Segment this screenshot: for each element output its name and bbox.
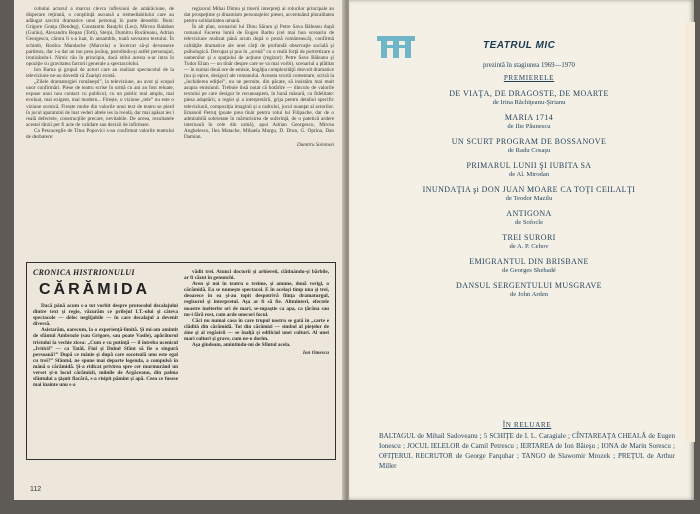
box-title: CĂRĂMIDA: [39, 281, 151, 298]
play-author: de Irina Răchiţeanu-Şirianu: [492, 99, 566, 106]
box-paragraph: Aşa gîndeam, amintindu-mi de Sfîntul acela.: [192, 342, 291, 349]
page-number: 112: [30, 486, 42, 493]
play-title: DE VIAŢA, DE DRAGOSTE, DE MOARTE: [449, 89, 609, 98]
box-paragraph: vădit trei. Atunci doctorii şi arhiereii, clătinându-şi bărbile, ar fi căzut în genunchi.: [184, 269, 329, 282]
play-title: DANSUL SERGENTULUI MUSGRAVE: [456, 281, 602, 290]
box-column-left: [33, 303, 178, 455]
play-title: UN SCURT PROGRAM DE BOSSANOVE: [451, 137, 607, 146]
article-paragraph: regizorul Mihai Dimiu şi tinerii interpreţi ai rolurilor principale au dat prospeţime şi dinamism personajelor piesei, accentuând pluralitatea pentru solidaritatea umană.: [184, 6, 334, 25]
box-column-right: [184, 269, 329, 455]
play-title: ANTIGONA: [506, 209, 552, 218]
teatrul-mic-logo-icon: [377, 36, 415, 58]
reprises-section: [379, 420, 675, 471]
premieres-header: PREMIERELE: [503, 74, 555, 82]
play-title: EMIGRANTUL DIN BRISBANE: [469, 257, 589, 266]
left-page: [14, 0, 346, 500]
article-column-right: [184, 6, 334, 256]
play-author: de Ilie Păunescu: [507, 123, 551, 130]
play-title: PRIMARUL LUNII ŞI IUBITA SA: [466, 161, 592, 170]
play-author: de Sofocle: [514, 219, 543, 226]
right-page: [349, 0, 694, 500]
article-paragraph: Ion Barna şi grupul de actori care au realizat spectacolul de la televiziune ne-au dovedit că Zsarişti există.: [26, 66, 174, 80]
play-author: de Teodor Mazilu: [505, 195, 553, 202]
season-line: prezintă în stagiunea 1969—1970: [483, 62, 575, 69]
reprises-header: ÎN RELUARE: [502, 421, 552, 429]
play-author: de Radu Cosaşu: [507, 147, 551, 154]
play-author: de Al. Mirodan: [508, 171, 550, 178]
box-paragraph: Căci nu numai casa în care trupul nostru se gată în „carte e clădită din cărămidă. Tot din cărămizi — simbol al pieţelor de zine şi al regăsirii — se înalţă şi edificiul unei culturi. Al unei mari culturi şi grave, cum ne-o dorim.: [184, 317, 329, 343]
box-paragraph: Asistarăm, oarecum, la o experienţă-limită. Şi mi-am amintit de sfântul Ambrozie (sau Grigore, sau poate Vasile), apărătorul tristului la vechie zicea: „Cum e cu putinţă — il întreba ucenicul „Iviticii” — ca Tatăl, Fiul şi Duhul Sfânt să fie o singură persoană?” După ce mânie şi după care socoteală unu este egal cu trei?” Sfântul, ne spune mai departe legenda, a compulsă în mână o cărămidă. Şi-a ridicat privirea spre cer murmurând un verset şi-n locul cărămizii, miinile de Argăceanu, din palma sfântului a ţâşnit flacără, s-a risipit pămînt şi apă. Ceea ce fusese mai înainte unu s-a: [33, 327, 178, 389]
program-list: [379, 58, 679, 298]
play-author: de Georges Shehadé: [502, 267, 556, 274]
page-edge-tint: [685, 22, 695, 442]
box-paragraph: Aven şi noi în teatru o treime, şi anume, două verigi, o cărămidă. Ea se numeşte spectacol. E în acelaşi timp una şi trei, deoarece în ea şi-au topit despotrivă fiinţa dramaturgul, regizorul şi interpretul. Aşa ar fi să fie. Altminteri, efectele noastre ineiterite ori de mari, se-mpaştie ca apa, ca ţărâna sau nu-i fără rost, cum arde unecori focul.: [184, 281, 329, 318]
play-title: INUNDAŢIA şi DON JUAN MOARE CA TOŢI CEILALŢI: [422, 185, 636, 194]
play-title: MARIA 1714: [504, 113, 554, 122]
theatre-name: TEATRUL MIC: [483, 40, 556, 51]
box-signature: Ion Omescu: [302, 350, 329, 357]
play-author: de A. P. Cehov: [509, 243, 549, 250]
article-paragraph: „Zilele dramaturgiei româneşti”, la televiziune, au avut şi scopul unor confirmări. Piese de teatru scrise în urmă cu ani au fost reluate, expuse unui nou contact cu publicul, cu un public mai amplu, mai evoluat, mai exigent, mai modern... Firește, o viziune „tele” nu este o viziune scenică. Firește multe din valorile unui text de teatru se pierd în jocul aparatului de luat vederi altele ies la iveală, dar mai apăsat ies î reală defectele, construcţiile precare, nevitabile. De aceea, rezultatele acestei târzii per fi acte de validare sau decizii de infirmare.: [26, 79, 174, 128]
box-kicker: CRONICA HISTRIONULUI: [33, 268, 135, 277]
article-column-left: [26, 6, 174, 258]
article-paragraph: cobului actorul a marcat clevra inflexiuni de amărăciune, de disperare reţinută, o conştiinţă ascunsă a iremediabilului care au adăugat sarcini dramatice unui personaj în parte deosebit. Buni: Grigore Gonţa (Bendeg), Constantin Rauţchi (Leu), Mircea Balaban (Gurău), Alexandru Repan (Toth), Sterpi, Dumitru Rucăreanu, Adrian Georgescu, cărora li s-a luat, în ansamblu, toată savoarea textului. În schimb, Rodica Mandache (Marcela) a încercat să-şi devanseze partitura, dar i-a dat un ton prea jucăuş, parodindu-şi astfel personajul, ironizându-l. Nimic rău în principiu, dacă stilul acesta n-ar intra în opoziţie cu gravitatea factorii generale a spectacolului.: [26, 6, 174, 67]
chronicle-box: [26, 262, 336, 460]
reprises-list: BALTAGUL de Mihail Sadoveanu ; 5 SCHIŢE de I. L. Caragiale ; CÎNTAREAŢA CHEALĂ de Eugen Ionescu ; JOCUL IELELOR de Camil Petrescu ; IERTAREA de Ion Băieşu ; IONA de Marin Sorescu ; OFIŢERUL RECRUTOR de George Farquhar ; TANGO de Slawomir Mrozek ; PREŢUL de Arthur Miller: [379, 432, 675, 470]
article-signature: Dumitru Solomon: [296, 142, 334, 149]
box-paragraph: Dacă până acum s-a tot vorbit despre protocolul decalajului dintre text şi regie, văzurăm ce prilejul I.T.-ului şi câteva spectacole — delec neglijabile — în care decalajul a devenit diversă.: [33, 303, 178, 328]
play-title: TREI SURORI: [502, 233, 556, 242]
play-author: de John Arden: [509, 291, 549, 298]
article-paragraph: În alt plan, scenariul lui Dinu Săraru şi Petre Sava Băleanu după romanul Facerea lumii de Eugen Barbu (cel mai bun scenariu de televiziune realizat până acum după o proză românească), confirmă calităţile dramatice ale unei cărţi de profundă observaţie socială şi psihologică. Decupat şi pus în „scenă” cu o reală forţă de portretizare a oamenilor şi a spaţiului de acţiune (regizor): Petre Sava Băleanu şi Tudor Elian — un tînăr despre care se va mai vorbi), scenariul a plătitat — în numai două ore de emisie, bogăţia complexităţii dezvolt dramatice (nu şi epice, desigur) ale romanului. Aceasta scurtă comentare, scrisă la „închiderea ediţiei”, nu ne permite, din păcate, să insistăm mai mult asupra emisiunii. Trebuie însă notat că hotărîre — dincolo de valorile textului pe care desigur le recunoaştem, în bună măsură, cu fidelitate: piesa adaptării, a regiei şi a interpretării, grija pentru detaliul specific televiziunii, compoziţia imaginii şi a cadrului, jocul nuanţat al actorilor. Emanoil Petruţ (poate prea tînăr pentru rolul lui Filipache, dar de o admirabilă sobrietate în mărturisirea de suferinţă, de o patetică ardere interioară în cele din urmă), apoi Adrian Georgescu, Mircea Anghelescu, Ilea Matache, Mihaela Murgu, D. Dron, G. Oprina, Dan Damian.: [184, 24, 334, 140]
article-paragraph: Ca Pescaceglie de Titus Popovici s-au confirmat valorile teatrului de dezbatere:: [26, 127, 174, 140]
